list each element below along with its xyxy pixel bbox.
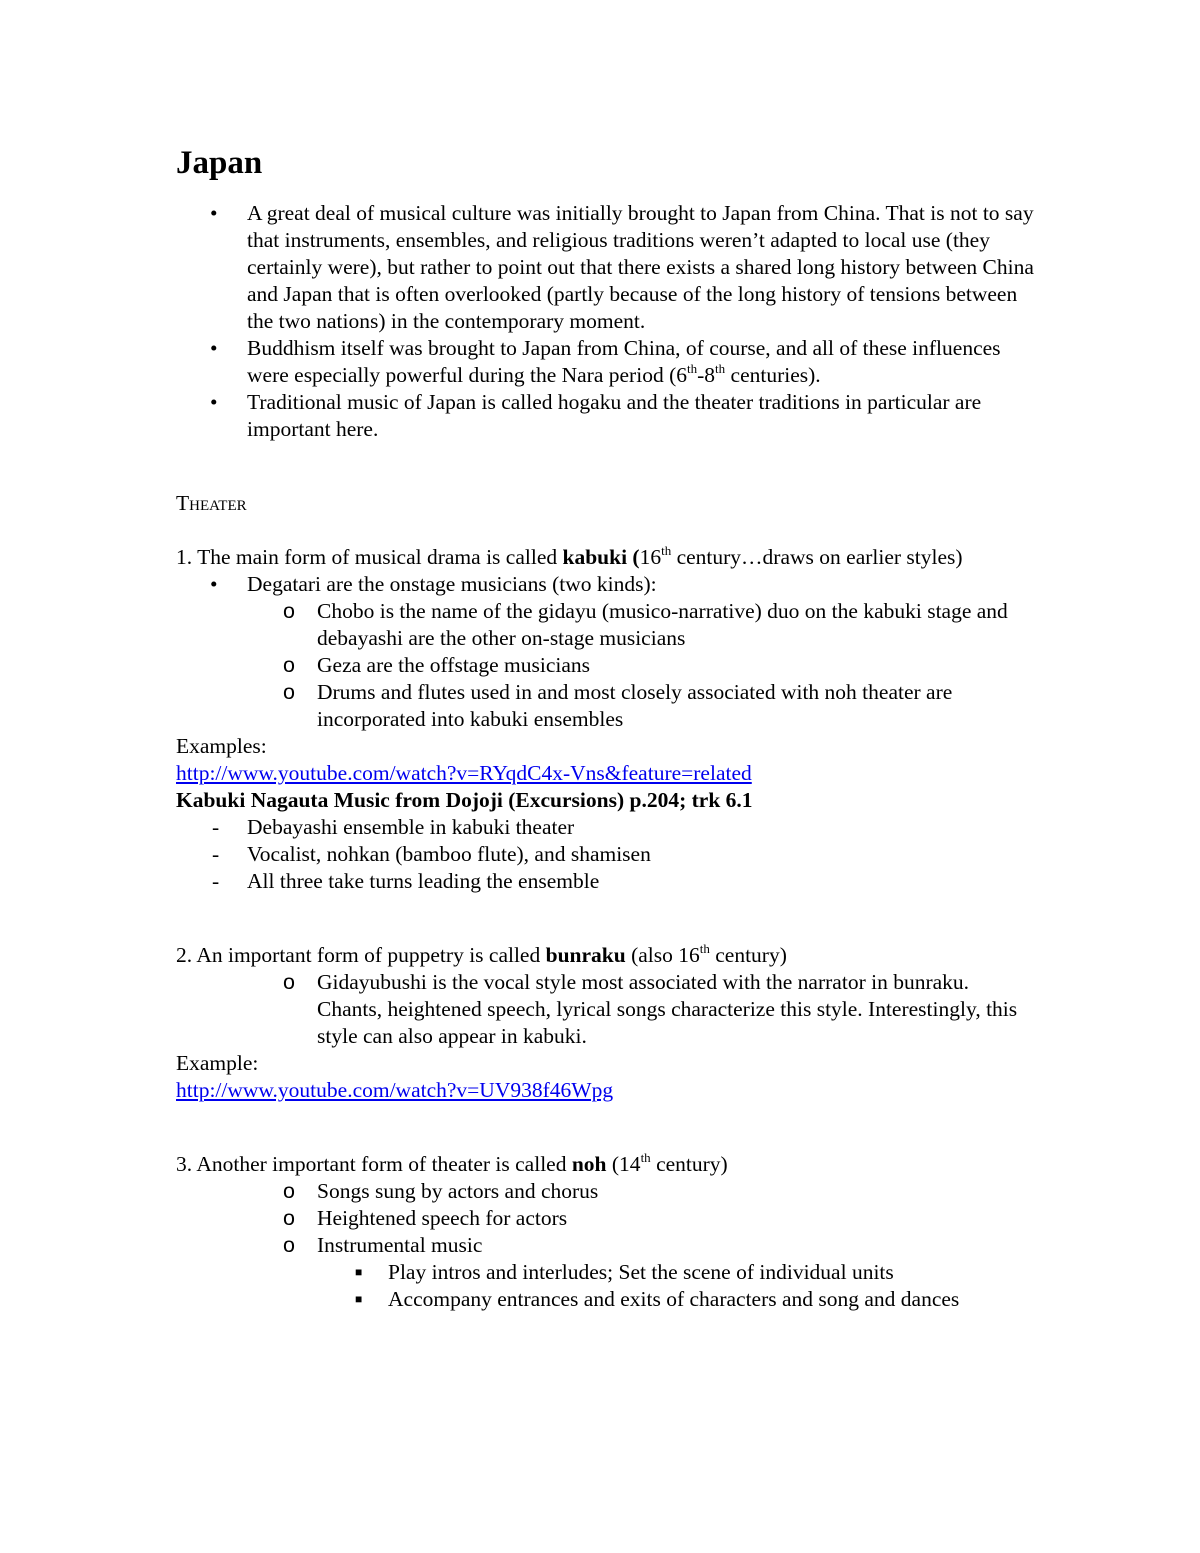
example-label: Example: xyxy=(176,1051,259,1075)
list-item: o Heightened speech for actors xyxy=(283,1206,568,1230)
list-item: • Buddhism itself was brought to Japan from China, of course, and all of these influences were especially powerful during the Nara period (6th-8th centuries). xyxy=(210,336,1001,387)
bunraku-video-link[interactable]: http://www.youtube.com/watch?v=UV938f46Wpg xyxy=(176,1078,614,1102)
circle-bullet-icon: o xyxy=(283,653,295,677)
examples-label: Examples: xyxy=(176,734,267,758)
list-item: o Geza are the offstage musicians xyxy=(283,653,591,677)
section-heading-theater: Theater xyxy=(176,491,247,515)
bullet-icon: • xyxy=(210,390,218,414)
dash-bullet-icon: - xyxy=(212,815,220,839)
square-bullet-icon: ■ xyxy=(355,1265,363,1279)
bullet-icon: • xyxy=(210,201,218,225)
list-item: o Drums and flutes used in and most closely associated with noh theater are incorporated into kabuki ensembles xyxy=(283,680,953,731)
circle-bullet-icon: o xyxy=(283,599,295,623)
circle-bullet-icon: o xyxy=(283,1206,295,1230)
kabuki-heading: 1. The main form of musical drama is called kabuki (16th century…draws on earlier styles) xyxy=(176,543,963,569)
circle-bullet-icon: o xyxy=(283,1233,295,1257)
dash-bullet-icon: - xyxy=(212,869,220,893)
square-bullet-icon: ■ xyxy=(355,1292,363,1306)
list-item: - Vocalist, nohkan (bamboo flute), and shamisen xyxy=(212,842,651,866)
circle-bullet-icon: o xyxy=(283,1179,295,1203)
list-item: o Gidayubushi is the vocal style most associated with the narrator in bunraku. Chants, heightened speech, lyrical songs characterize this style. Interestingly, this style can also appear in kabuki. xyxy=(283,970,1018,1048)
intro-bullet-list xyxy=(176,200,1036,443)
list-item: o Songs sung by actors and chorus xyxy=(283,1179,599,1203)
circle-bullet-icon: o xyxy=(283,680,295,704)
list-item: ■ Accompany entrances and exits of characters and song and dances xyxy=(355,1287,960,1311)
list-item: - All three take turns leading the ensemble xyxy=(212,869,600,893)
page-title: Japan xyxy=(176,145,263,181)
kabuki-video-link[interactable]: http://www.youtube.com/watch?v=RYqdC4x-Vns&feature=related xyxy=(176,761,752,785)
list-item: • Traditional music of Japan is called hogaku and the theater traditions in particular are important here. xyxy=(210,390,982,441)
bullet-icon: • xyxy=(210,336,218,360)
bullet-icon: • xyxy=(210,572,218,596)
noh-heading: 3. Another important form of theater is called noh (14th century) xyxy=(176,1150,728,1176)
track-title: Kabuki Nagauta Music from Dojoji (Excursions) p.204; trk 6.1 xyxy=(176,788,753,812)
list-item: - Debayashi ensemble in kabuki theater xyxy=(212,815,575,839)
dash-bullet-icon: - xyxy=(212,842,220,866)
list-item: ■ Play intros and interludes; Set the scene of individual units xyxy=(355,1260,894,1284)
list-item: o Instrumental music xyxy=(283,1233,483,1257)
list-item: o Chobo is the name of the gidayu (musico-narrative) duo on the kabuki stage and debayashi are the other on-stage musicians xyxy=(283,599,1008,650)
circle-bullet-icon: o xyxy=(283,970,295,994)
list-item: • A great deal of musical culture was initially brought to Japan from China. That is not to say that instruments, ensembles, and religious traditions weren’t adapted to local use (they certainly were), but rather to point out that there exists a shared long history between China and Japan that is often overlooked (partly because of the long history of tensions between the two nations) in the contemporary moment. xyxy=(210,201,1034,333)
list-item: • Degatari are the onstage musicians (two kinds): xyxy=(210,572,657,596)
bunraku-heading: 2. An important form of puppetry is called bunraku (also 16th century) xyxy=(176,941,787,967)
document-page xyxy=(176,140,1036,1313)
